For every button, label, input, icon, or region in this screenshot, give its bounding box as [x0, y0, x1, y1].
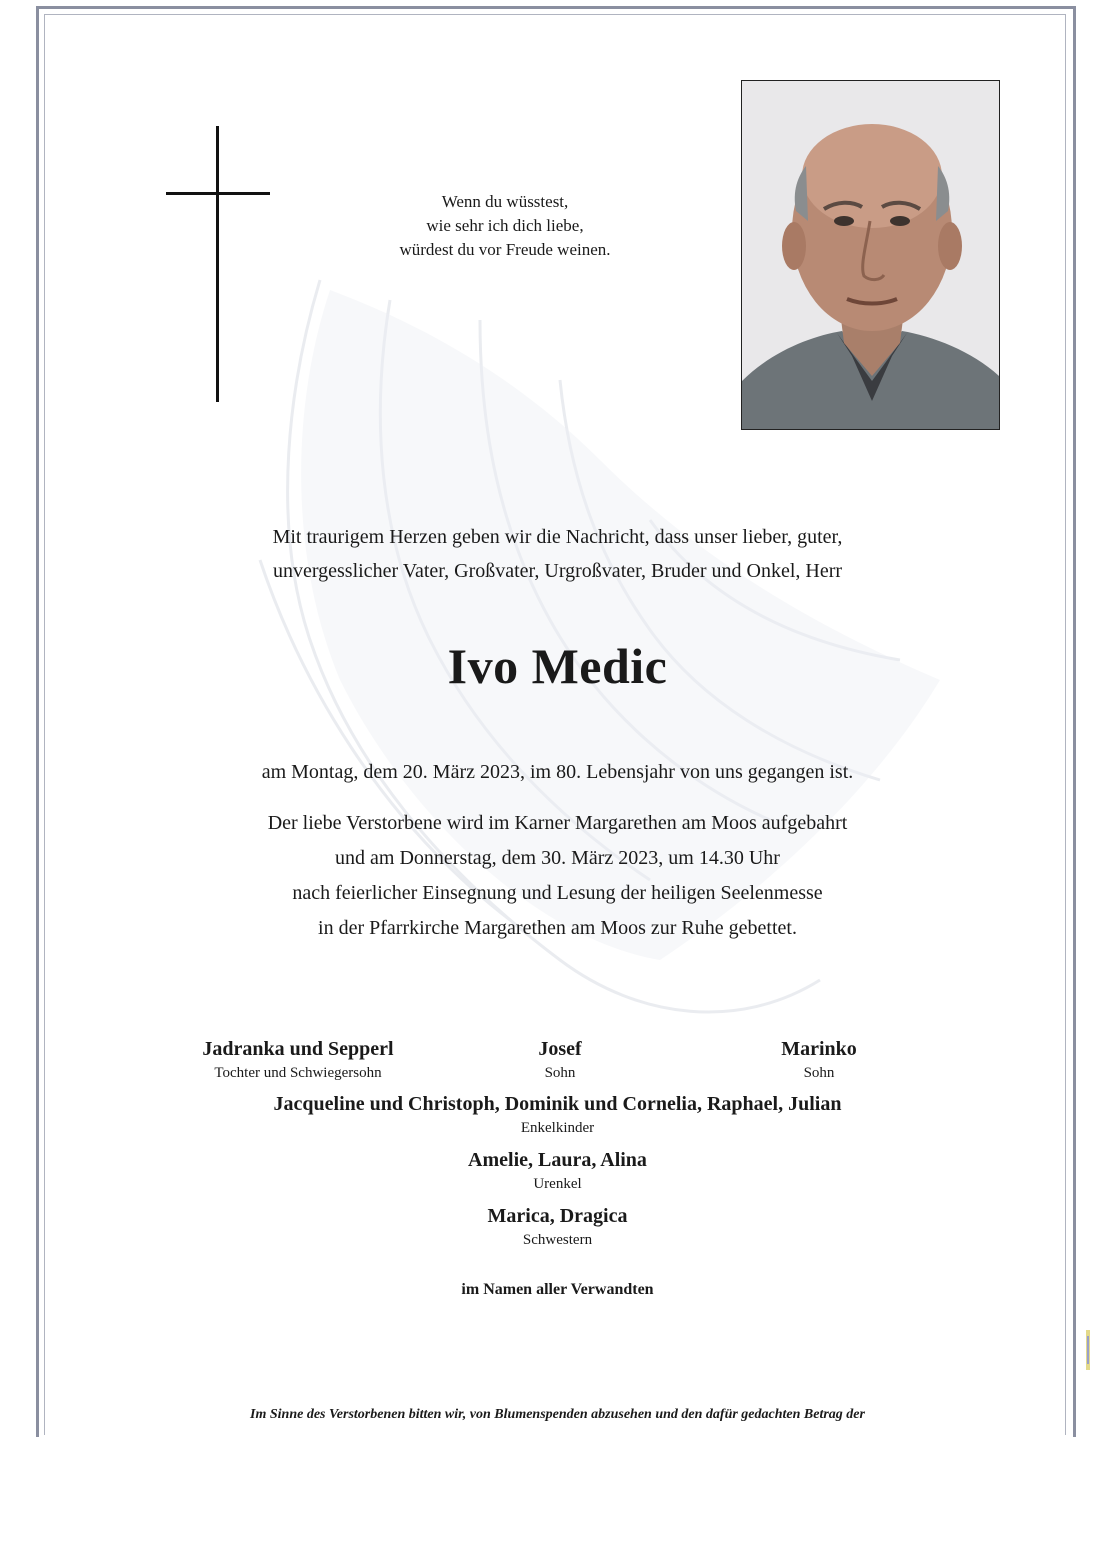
intro-line: unvergesslicher Vater, Großvater, Urgroßvater, Bruder und Onkel, Herr — [272, 560, 843, 582]
mourner-daughter — [168, 1036, 428, 1084]
portrait-illustration — [742, 81, 999, 429]
memorial-quote — [370, 190, 640, 262]
mourner-name: Marinko — [781, 1038, 857, 1060]
mourner-role: Schwestern — [522, 1232, 593, 1248]
funeral-line: in der Pfarrkirche Margarethen am Moos zur Ruhe gebettet. — [318, 917, 797, 939]
donation-note: Im Sinne des Verstorbenen bitten wir, von Blumenspenden abzusehen und den dafür gedachten Betrag der — [250, 1407, 865, 1422]
closing-note: im Namen aller Verwandten — [461, 1281, 654, 1298]
funeral-details — [150, 806, 965, 946]
mourner-names: Amelie, Laura, Alina — [468, 1149, 647, 1171]
funeral-line: Der liebe Verstorbene wird im Karner Margarethen am Moos aufgebahrt — [267, 812, 848, 834]
mourner-names: Marica, Dragica — [487, 1205, 628, 1227]
mourner-grandchildren — [150, 1091, 965, 1139]
intro-line: Mit traurigem Herzen geben wir die Nachricht, dass unser lieber, guter, — [272, 526, 843, 548]
mourner-role: Urenkel — [533, 1176, 582, 1192]
mourner-role: Sohn — [544, 1065, 576, 1081]
funeral-line: nach feierlicher Einsegnung und Lesung der heiligen Seelenmesse — [292, 882, 823, 904]
funeral-line: und am Donnerstag, dem 30. März 2023, um 14.30 Uhr — [335, 847, 780, 869]
cut-off-text-line — [180, 1428, 920, 1434]
mourner-role: Sohn — [803, 1065, 835, 1081]
quote-line: wie sehr ich dich liebe, — [426, 216, 584, 235]
mourner-role: Tochter und Schwiegersohn — [214, 1065, 382, 1081]
mourner-great-grandchildren — [150, 1147, 965, 1195]
mourner-name: Josef — [538, 1038, 582, 1060]
cross-icon-vertical — [216, 126, 219, 402]
mourner-son-marinko — [689, 1036, 949, 1084]
mourner-sisters — [150, 1203, 965, 1251]
mourner-role: Enkelkinder — [520, 1120, 595, 1136]
portrait-photo — [741, 80, 1000, 430]
cross-icon-horizontal — [166, 192, 270, 195]
mourner-name: Jadranka und Sepperl — [202, 1038, 394, 1060]
death-date-line: am Montag, dem 20. März 2023, im 80. Lebensjahr von uns gegangen ist. — [261, 761, 854, 783]
mourner-names: Jacqueline und Christoph, Dominik und Cornelia, Raphael, Julian — [273, 1093, 842, 1115]
quote-line: Wenn du wüsstest, — [441, 192, 569, 211]
announcement-intro — [150, 520, 965, 588]
scan-edge-mark — [1086, 1330, 1090, 1370]
quote-line: würdest du vor Freude weinen. — [399, 240, 611, 259]
deceased-name: Ivo Medic — [447, 638, 668, 694]
mourner-son-josef — [430, 1036, 690, 1084]
